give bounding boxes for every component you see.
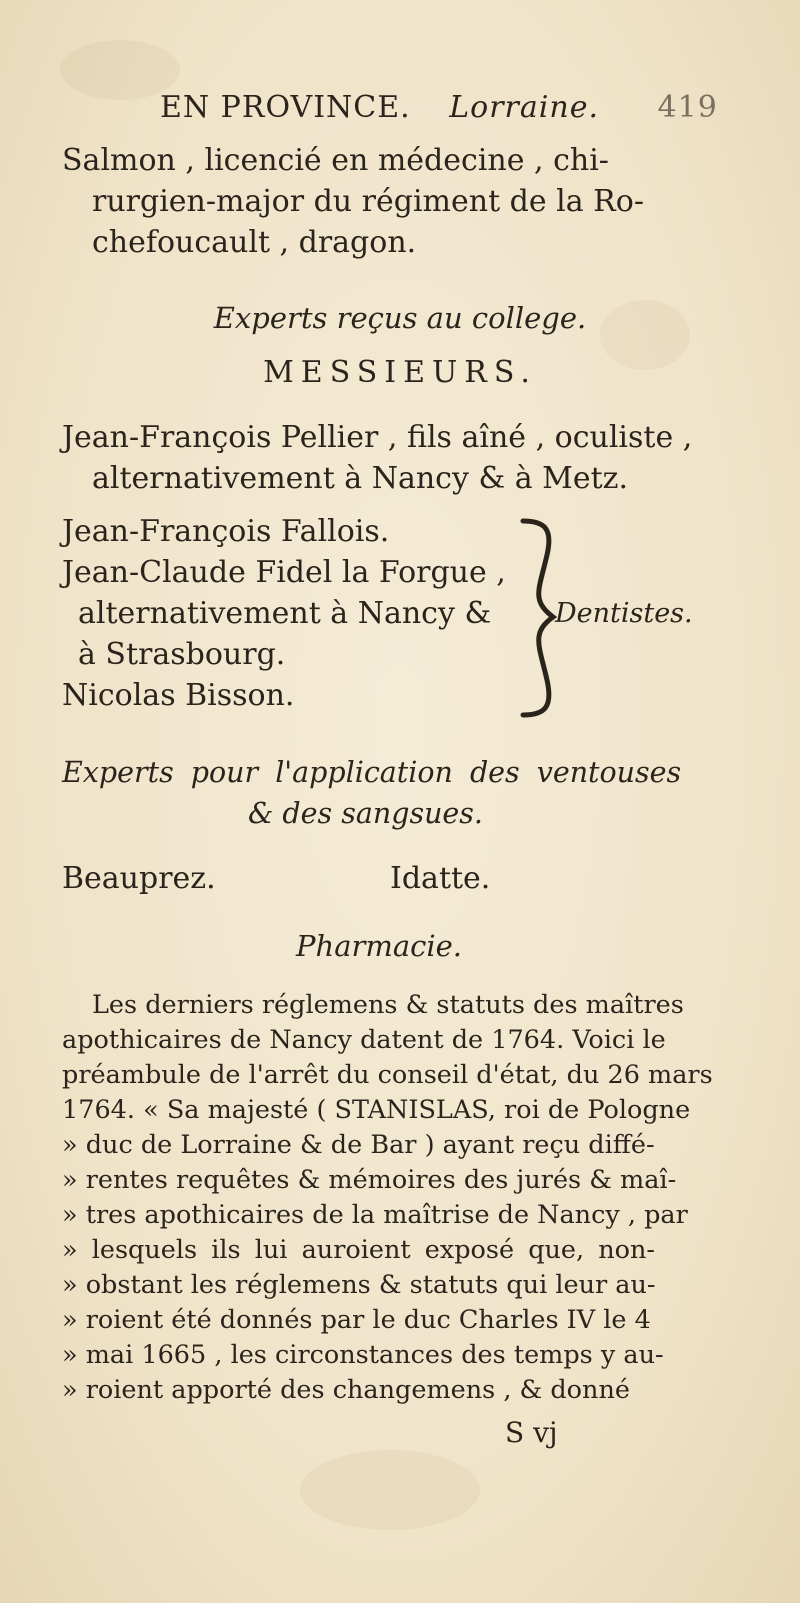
expert-idatte: Idatte.: [390, 861, 491, 896]
messieurs-heading: MESSIEURS.: [263, 355, 537, 390]
salmon-line-3: chefoucault , dragon.: [92, 225, 417, 260]
header-title: Lorraine.: [449, 90, 599, 125]
pharmacie-line-4: 1764. « Sa majesté ( STANISLAS, roi de Pologne: [62, 1095, 691, 1125]
page-number: 419: [657, 90, 718, 125]
section-heading-pharmacie: Pharmacie.: [296, 929, 463, 963]
expert-beauprez: Beauprez.: [62, 861, 216, 896]
section-heading-ventouses: Experts pour l'application des ventouses: [62, 756, 682, 789]
pellier-line-1: Jean-François Pellier , fils aîné , oculiste ,: [62, 420, 693, 455]
signature-mark: S vj: [505, 1416, 558, 1449]
section-heading-sangsues: & des sangsues.: [248, 797, 483, 830]
section-heading-experts: Experts reçus au college.: [213, 301, 587, 335]
pharmacie-line-6: » rentes requêtes & mémoires des jurés & maî-: [62, 1165, 677, 1195]
running-header: [160, 90, 718, 125]
pharmacie-line-2: apothicaires de Nancy datent de 1764. Voici le: [62, 1025, 666, 1055]
pharmacie-line-3: préambule de l'arrêt du conseil d'état, du 26 mars: [62, 1060, 713, 1090]
salmon-line-2: rurgien-major du régiment de la Ro-: [92, 184, 644, 219]
pharmacie-line-8: » lesquels ils lui auroient exposé que, non-: [62, 1235, 656, 1265]
pharmacie-line-11: » mai 1665 , les circonstances des temps y au-: [62, 1340, 664, 1370]
pharmacie-line-7: » tres apothicaires de la maîtrise de Nancy , par: [62, 1200, 688, 1230]
header-left: EN PROVINCE.: [160, 90, 411, 125]
pharmacie-line-9: » obstant les réglemens & statuts qui leur au-: [62, 1270, 656, 1300]
salmon-line-1: Salmon , licencié en médecine , chi-: [62, 143, 609, 178]
dentist-fallois: Jean-François Fallois.: [62, 514, 390, 549]
dentist-laforgue-cont: alternativement à Nancy &: [78, 596, 492, 631]
pharmacie-line-10: » roient été donnés par le duc Charles IV le 4: [62, 1305, 651, 1335]
dentist-bisson: Nicolas Bisson.: [62, 678, 295, 713]
pharmacie-line-5: » duc de Lorraine & de Bar ) ayant reçu diffé-: [62, 1130, 655, 1160]
pharmacie-line-1: Les derniers réglemens & statuts des maîtres: [92, 990, 684, 1020]
dentists-label: Dentistes.: [555, 598, 693, 629]
dentist-laforgue: Jean-Claude Fidel la Forgue ,: [62, 555, 506, 590]
pellier-line-2: alternativement à Nancy & à Metz.: [92, 461, 629, 496]
dentist-laforgue-cont2: à Strasbourg.: [78, 637, 286, 672]
pharmacie-line-12: » roient apporté des changemens , & donné: [62, 1375, 630, 1405]
